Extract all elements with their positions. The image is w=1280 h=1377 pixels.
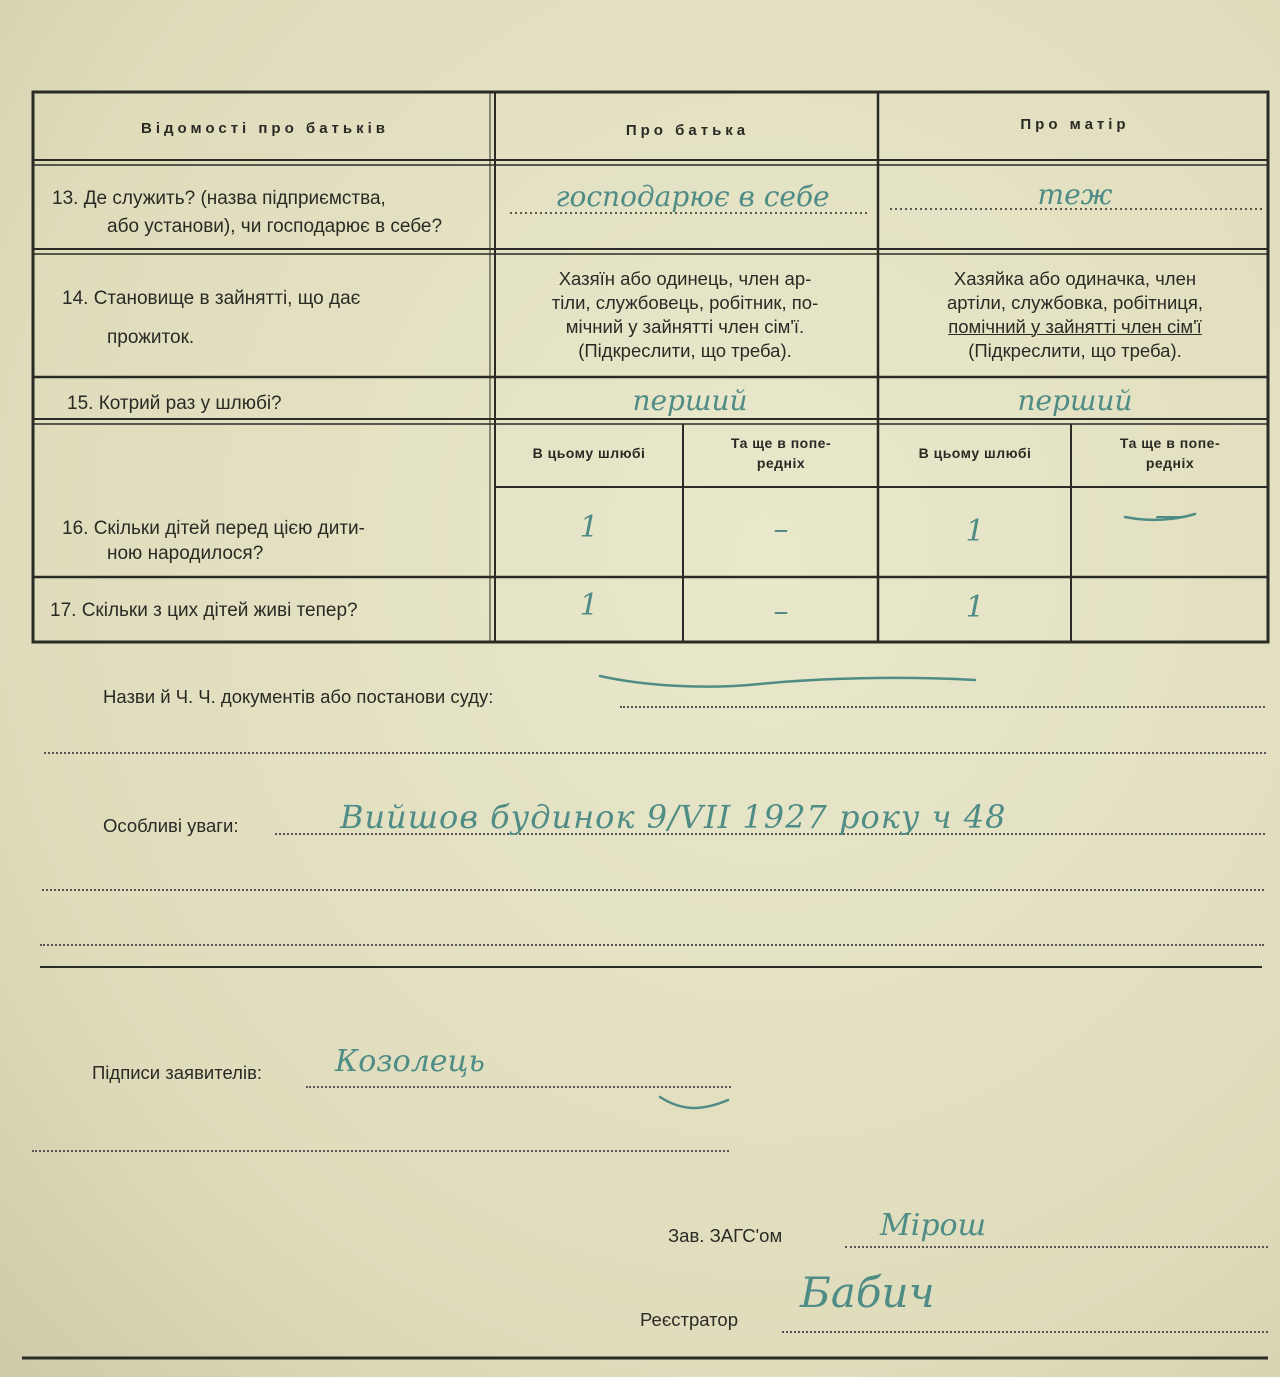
- applicants-signature: Козолець: [335, 1044, 485, 1079]
- q16-label-line1: 16. Скільки дітей перед цією дити-: [62, 518, 365, 539]
- remarks-label: Особливі уваги:: [103, 815, 239, 836]
- zags-head-signature: Мірош: [880, 1208, 986, 1243]
- documents-label: Назви й Ч. Ч. документів або постанови суду:: [103, 686, 494, 707]
- subheader-father-this-marriage: В цьому шлюбі: [532, 445, 646, 461]
- applicants-signature-line2: [32, 1144, 729, 1152]
- q14-father-option-line4: (Підкреслити, що треба).: [578, 340, 792, 361]
- q15-mother-value: перший: [1017, 384, 1133, 417]
- remarks-value: Вийшов будинок 9/VII 1927 року ч 48: [340, 798, 1007, 836]
- q17-father-prev-value: –: [773, 594, 789, 629]
- q14-mother-option-line2: артіли, службовка, робітниця,: [946, 292, 1204, 313]
- subheader-mother-previous-line2: редніх: [1145, 455, 1195, 471]
- zags-head-label: Зав. ЗАГС'ом: [668, 1225, 783, 1246]
- remarks-field-line3: [40, 938, 1264, 946]
- q16-father-prev-value: –: [773, 512, 789, 547]
- documents-field-line1: [620, 700, 1265, 708]
- q16-father-this-value: 1: [579, 510, 599, 545]
- remarks-field-line2: [42, 883, 1264, 891]
- documents-field-line2: [44, 746, 1266, 754]
- subheader-father-previous-line1: Та ще в попе-: [730, 435, 832, 451]
- q17-label: 17. Скільки з цих дітей живі тепер?: [50, 600, 358, 621]
- registrar-signature-line: [782, 1325, 1268, 1333]
- q14-father-option-line2: тіли, службовець, робітник, по-: [551, 292, 819, 313]
- q13-label-line1: 13. Де служить? (назва підприємства,: [52, 188, 386, 209]
- q13-label-line2: або установи), чи господарює в себе?: [107, 216, 443, 237]
- registrar-signature: Бабич: [800, 1268, 935, 1317]
- q17-mother-this-value: 1: [965, 590, 985, 625]
- q16-label-line2: ною народилося?: [107, 543, 264, 564]
- q15-label: 15. Котрий раз у шлюбі?: [67, 393, 282, 414]
- header-father: Про батька: [625, 122, 750, 139]
- subheader-mother-previous-line1: Та ще в попе-: [1119, 435, 1221, 451]
- registrar-label: Реєстратор: [640, 1309, 738, 1330]
- q14-mother-option-line1: Хазяйка або одиначка, член: [953, 268, 1197, 289]
- q15-father-value: перший: [632, 384, 748, 417]
- q14-label-line1: 14. Становище в зайнятті, що дає: [62, 288, 361, 309]
- q17-father-this-value: 1: [579, 588, 599, 623]
- header-mother: Про матір: [1020, 116, 1130, 133]
- q14-father-option-line3: мічний у зайнятті член сім'ї.: [565, 316, 805, 337]
- q14-mother-option-line4: (Підкреслити, що треба).: [968, 340, 1182, 361]
- q14-label-line2: прожиток.: [107, 327, 195, 348]
- applicants-signature-line: [306, 1080, 731, 1088]
- q16-mother-prev-value: —: [1155, 498, 1185, 533]
- subheader-mother-this-marriage: В цьому шлюбі: [918, 445, 1032, 461]
- q13-father-value: господарює в себе: [555, 180, 830, 213]
- subheader-father-previous-line2: редніх: [756, 455, 806, 471]
- q14-mother-option-line3: помічний у зайнятті член сім'ї: [948, 316, 1202, 337]
- header-parents: Відомості про батьків: [141, 120, 389, 137]
- q13-mother-value: теж: [1037, 178, 1113, 211]
- q14-father-option-line1: Хазяїн або одинець, член ар-: [558, 268, 812, 289]
- q16-mother-this-value: 1: [965, 514, 985, 549]
- applicants-signature-label: Підписи заявителів:: [92, 1062, 263, 1083]
